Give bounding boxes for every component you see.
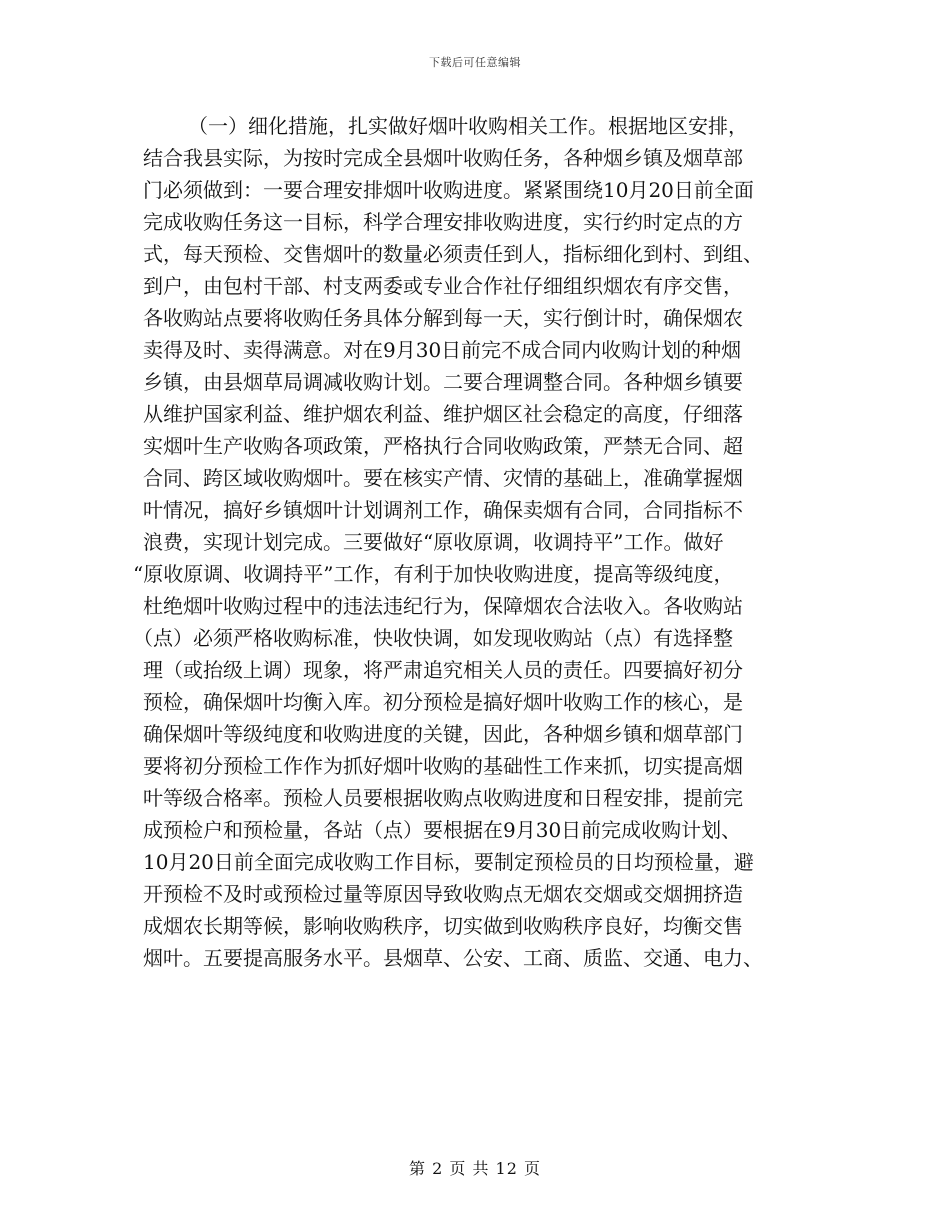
text-line: 式，每天预检、交售烟叶的数量必须责任到人，指标细化到村、到组、: [143, 242, 763, 266]
text-line: 成预检户和预检量，各站（点）要根据在9月30日前完成收购计划、: [143, 818, 742, 842]
text-line: 浪费，实现计划完成。三要做好“原收原调，收调持平”工作。做好: [143, 530, 724, 554]
text-line: 理（或抬级上调）现象，将严肃追究相关人员的责任。四要搞好初分: [143, 658, 743, 682]
page-header-note: 下载后可任意编辑: [429, 56, 521, 69]
text-line: 确保烟叶等级纯度和收购进度的关键，因此，各种烟乡镇和烟草部门: [143, 722, 743, 746]
text-line: 烟叶。五要提高服务水平。县烟草、公安、工商、质监、交通、电力、: [143, 946, 763, 970]
text-line: 完成收购任务这一目标，科学合理安排收购进度，实行约时定点的方: [143, 210, 743, 234]
text-line: 卖得及时、卖得满意。对在9月30日前完不成合同内收购计划的种烟: [143, 338, 742, 362]
text-line: “原收原调、收调持平”工作，有利于加快收购进度，提高等级纯度，: [133, 562, 734, 586]
text-line: 10月20日前全面完成收购工作目标，要制定预检员的日均预检量，避: [143, 850, 754, 874]
text-line: 实烟叶生产收购各项政策，严格执行合同收购政策，严禁无合同、超: [143, 434, 743, 458]
text-line: 要将初分预检工作作为抓好烟叶收购的基础性工作来抓，切实提高烟: [143, 754, 743, 778]
text-line: 从维护国家利益、维护烟农利益、维护烟区社会稳定的高度，仔细落: [143, 402, 743, 426]
text-line: 到户，由包村干部、村支两委或专业合作社仔细组织烟农有序交售，: [143, 274, 743, 298]
text-line: 乡镇，由县烟草局调减收购计划。二要合理调整合同。各种烟乡镇要: [143, 370, 743, 394]
text-line: 合同、跨区域收购烟叶。要在核实产情、灾情的基础上，准确掌握烟: [143, 466, 743, 490]
text-line: （一）细化措施，扎实做好烟叶收购相关工作。根据地区安排，: [188, 114, 748, 138]
text-line: 门必须做到：一要合理安排烟叶收购进度。紧紧围绕10月20日前全面: [143, 178, 754, 202]
text-line: 叶等级合格率。预检人员要根据收购点收购进度和日程安排，提前完: [143, 786, 743, 810]
text-line: 杜绝烟叶收购过程中的违法违纪行为，保障烟农合法收入。各收购站: [143, 594, 743, 618]
page-number: 第 2 页 共 12 页: [409, 1159, 541, 1178]
text-line: 成烟农长期等候，影响收购秩序，切实做到收购秩序良好，均衡交售: [143, 914, 743, 938]
text-line: （点）必须严格收购标准，快收快调，如发现收购站（点）有选择整: [133, 626, 733, 650]
text-line: 开预检不及时或预检过量等原因导致收购点无烟农交烟或交烟拥挤造: [143, 882, 743, 906]
text-line: 预检，确保烟叶均衡入库。初分预检是搞好烟叶收购工作的核心，是: [143, 690, 743, 714]
text-line: 叶情况，搞好乡镇烟叶计划调剂工作，确保卖烟有合同，合同指标不: [143, 498, 743, 522]
text-line: 各收购站点要将收购任务具体分解到每一天，实行倒计时，确保烟农: [143, 306, 743, 330]
text-line: 结合我县实际，为按时完成全县烟叶收购任务，各种烟乡镇及烟草部: [143, 146, 743, 170]
